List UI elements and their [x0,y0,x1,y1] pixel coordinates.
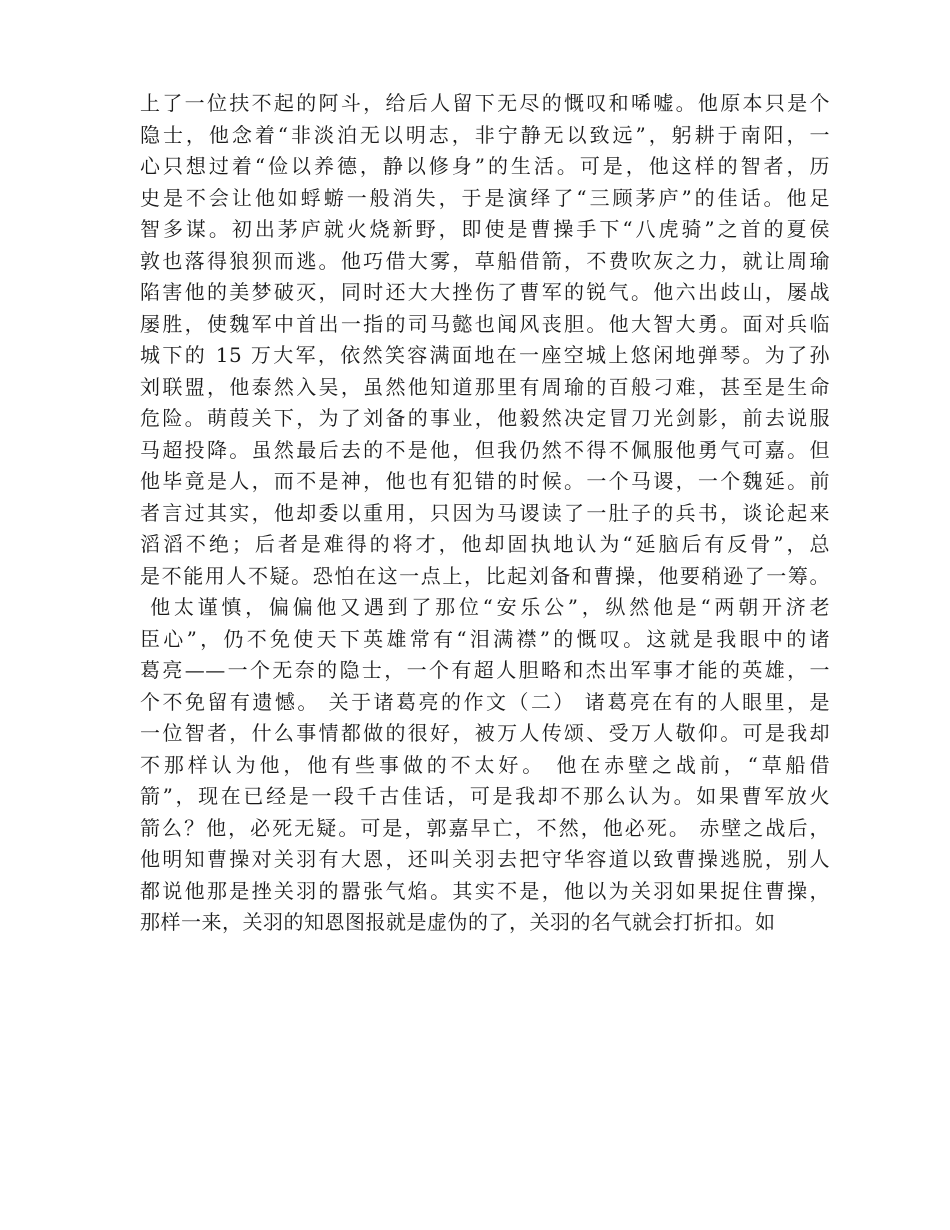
text-line: 不那样认为他，他有些事做的不太好。 他在赤壁之战前，“草船借 [140,752,830,777]
text-line: 上了一位扶不起的阿斗，给后人留下无尽的慨叹和唏嘘。他原本只是个 [140,91,830,115]
text-line: 心只想过着“俭以养德，静以修身”的生活。可是，他这样的智者，历 [140,154,830,178]
text-line: 者言过其实，他却委以重用，只因为马谡读了一肚子的兵书，谈论起来 [140,500,830,525]
text-line: 滔滔不绝；后者是难得的将才，他却固执地认为“延脑后有反骨”，总 [140,532,830,556]
text-line: 他明知曹操对关羽有大恩，还叫关羽去把守华容道以致曹操逃脱，别人 [140,847,830,871]
text-line: 屡胜，使魏军中首出一指的司马懿也闻风丧胆。他大智大勇。面对兵临 [140,311,830,336]
text-line: 葛亮——一个无奈的隐士，一个有超人胆略和杰出军事才能的英雄，一 [140,658,830,682]
text-line: 他毕竟是人，而不是神，他也有犯错的时候。一个马谡，一个魏延。前 [140,469,830,493]
text-line: 一位智者，什么事情都做的很好，被万人传颂、受万人敬仰。可是我却 [140,721,830,745]
text-line: 敦也落得狼狈而逃。他巧借大雾，草船借箭，不费吹灰之力，就让周瑜 [140,248,830,273]
text-line: 马超投降。虽然最后去的不是他，但我仍然不得不佩服他勇气可嘉。但 [140,437,830,462]
body-text [140,88,830,939]
text-line: 城下的 15 万大军，依然笑容满面地在一座空城上悠闲地弹琴。为了孙 [140,343,830,367]
text-line: 刘联盟，他泰然入吴，虽然他知道那里有周瑜的百般刁难，甚至是生命 [140,374,830,399]
text-line: 个不免留有遗憾。 关于诸葛亮的作文（二） 诸葛亮在有的人眼里，是 [140,689,830,714]
text-line: 那样一来，关羽的知恩图报就是虚伪的了，关羽的名气就会打折扣。如 [140,910,776,934]
text-line: 智多谋。初出茅庐就火烧新野，即使是曹操手下“八虎骑”之首的夏侯 [140,217,830,241]
text-line: 史是不会让他如蜉蝣一般消失，于是演绎了“三顾茅庐”的佳话。他足 [140,185,830,210]
text-line: 他太谨慎，偏偏他又遇到了那位“安乐公”，纵然他是“两朝开济老 [140,595,830,619]
text-line: 箭”，现在已经是一段千古佳话，可是我却不那么认为。如果曹军放火 [140,784,830,808]
text-line: 是不能用人不疑。恐怕在这一点上，比起刘备和曹操，他要稍逊了一筹。 [140,563,830,588]
text-line: 箭么？他，必死无疑。可是，郭嘉早亡，不然，他必死。 赤壁之战后， [140,815,830,840]
text-line: 危险。萌葭关下，为了刘备的事业，他毅然决定冒刀光剑影，前去说服 [140,406,830,430]
text-line: 陷害他的美梦破灭，同时还大大挫伤了曹军的锐气。他六出歧山，屡战 [140,280,830,304]
text-line: 臣心”，仍不免使天下英雄常有“泪满襟”的慨叹。这就是我眼中的诸 [140,626,830,651]
text-line: 都说他那是挫关羽的嚣张气焰。其实不是，他以为关羽如果捉住曹操， [140,878,830,903]
text-line: 隐士，他念着“非淡泊无以明志，非宁静无以致远”，躬耕于南阳，一 [140,122,830,147]
